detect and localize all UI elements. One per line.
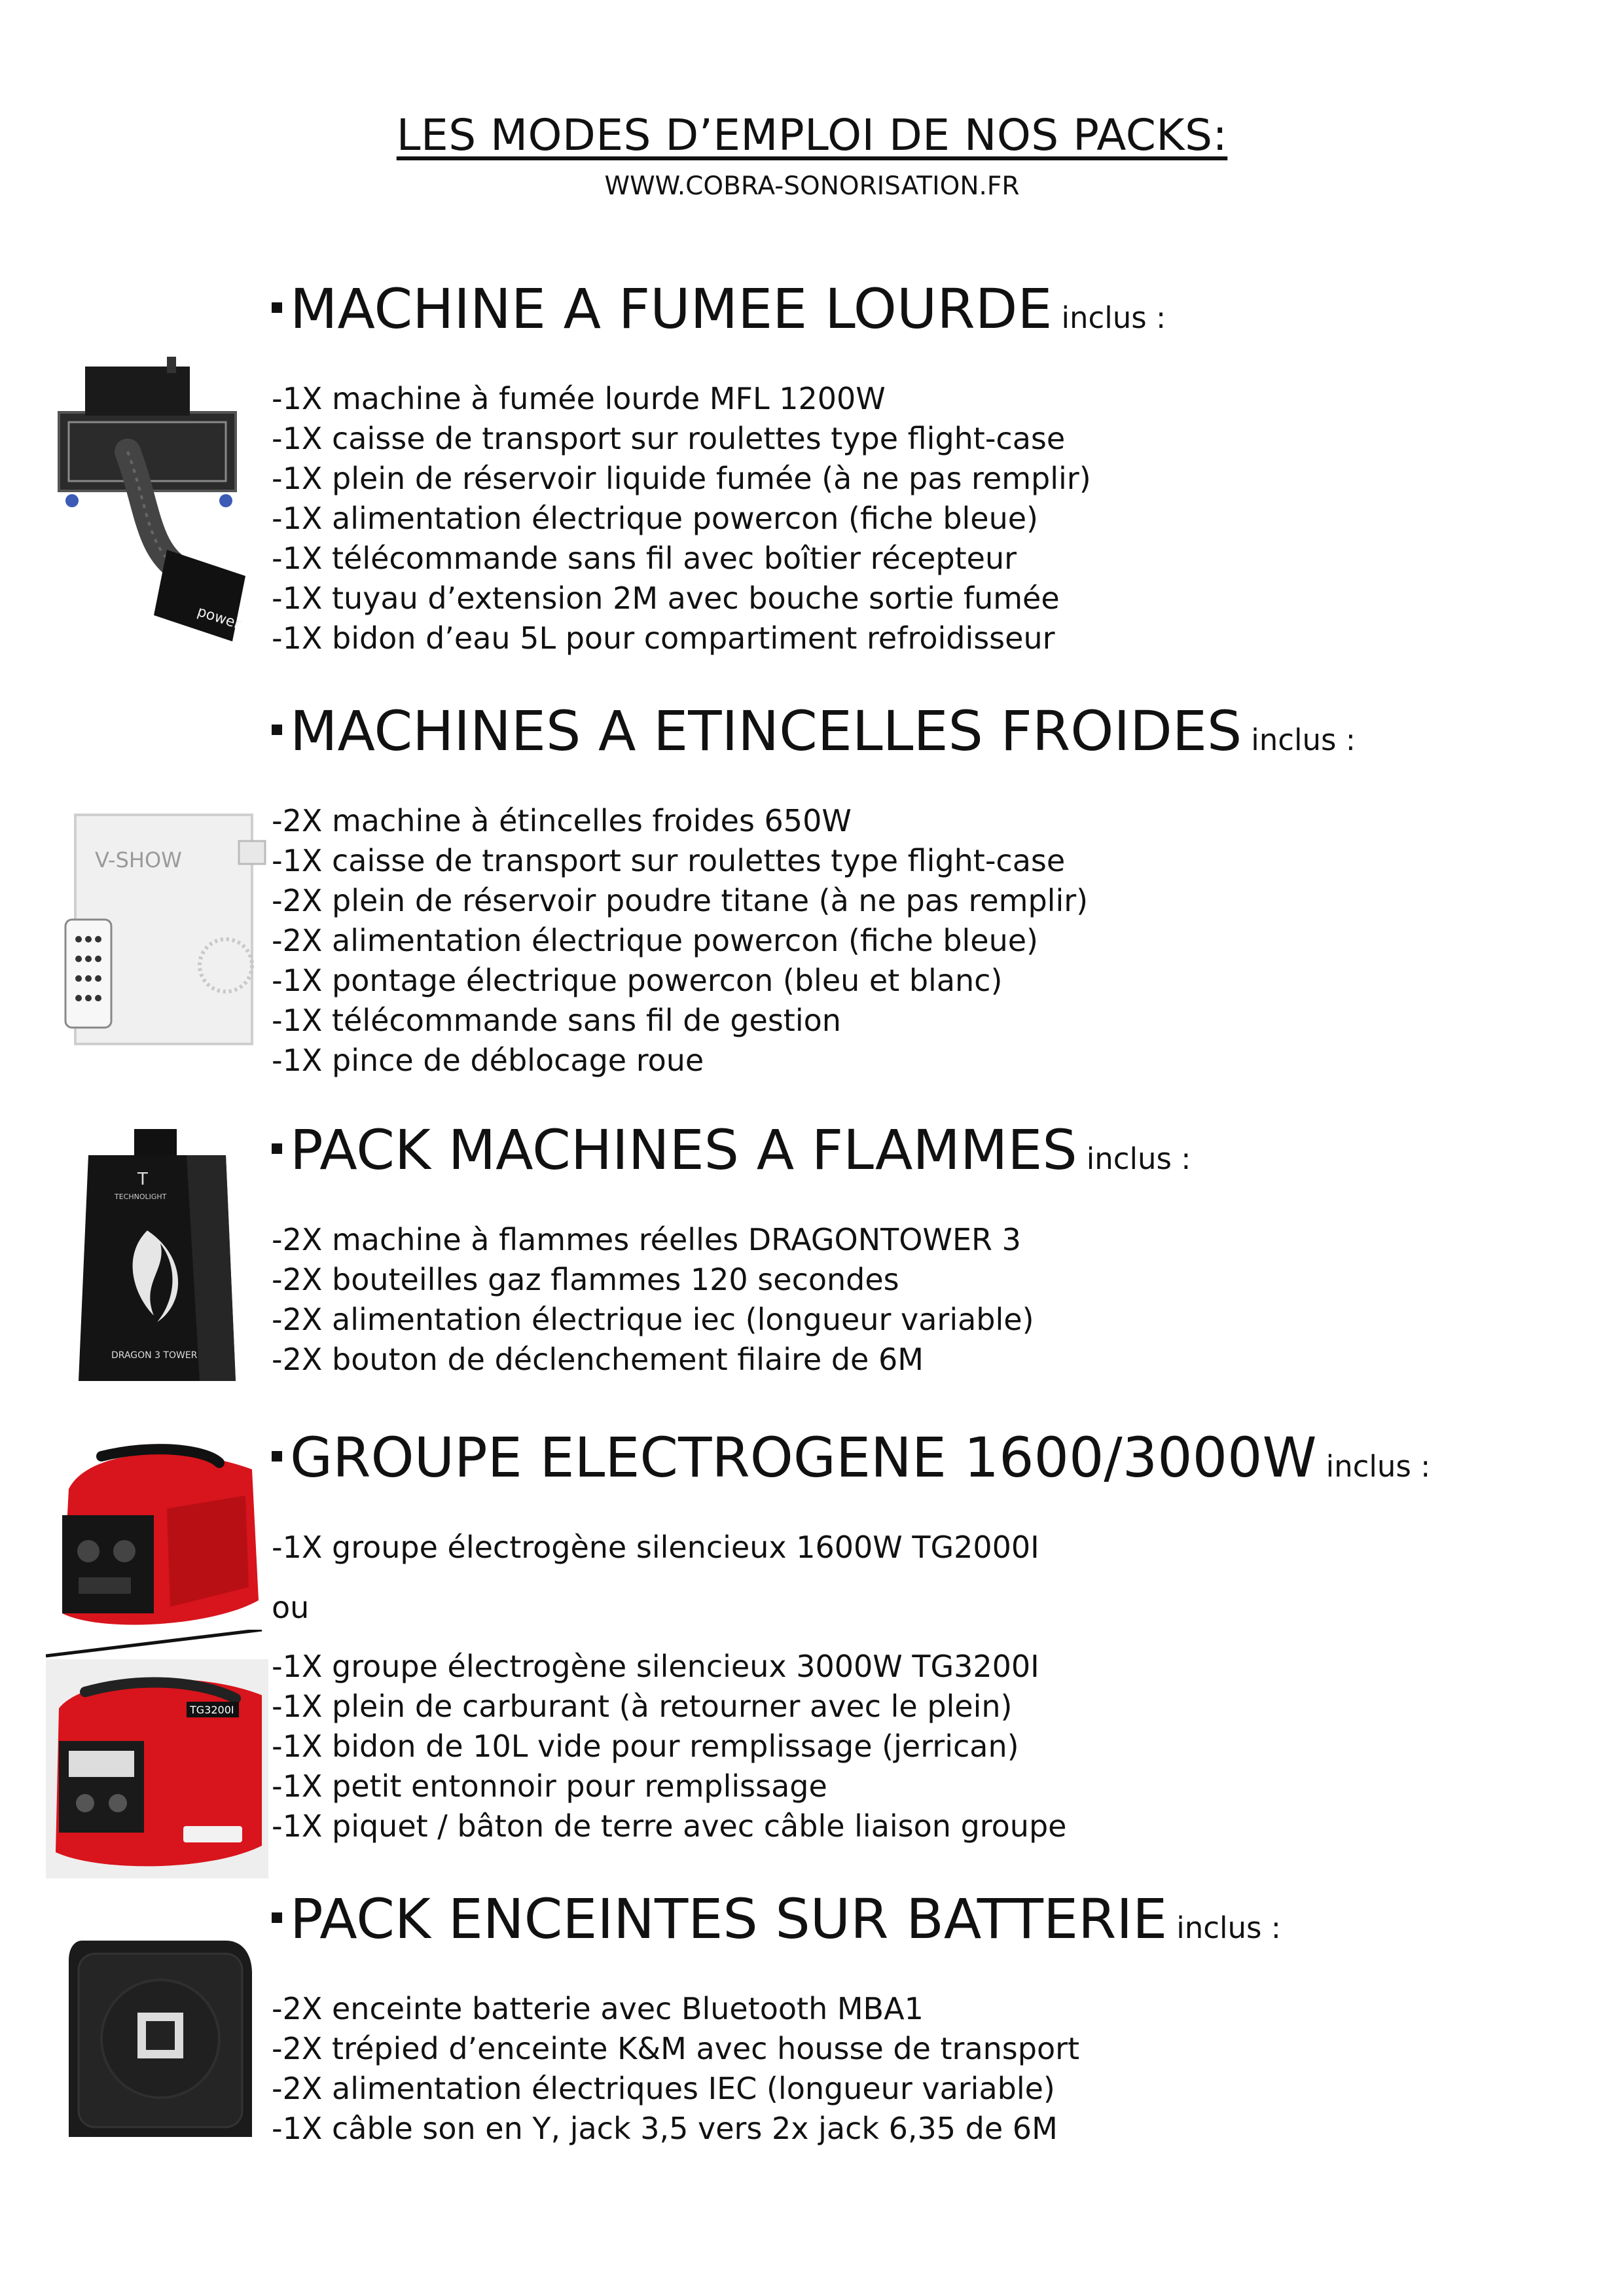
bullet-icon — [272, 1912, 282, 1923]
list-item: -1X câble son en Y, jack 3,5 vers 2x jack 6,35 de 6M — [272, 2111, 1058, 2146]
section-suffix: inclus : — [1061, 300, 1166, 335]
section-title: GROUPE ELECTROGENE 1600/3000W — [290, 1426, 1317, 1490]
list-item: -2X alimentation électrique iec (longueur variable) — [272, 1302, 1034, 1337]
list-item: -2X alimentation électrique powercon (fiche bleue) — [272, 923, 1039, 958]
list-item: -2X alimentation électriques IEC (longueur variable) — [272, 2071, 1055, 2106]
list-item: -1X alimentation électrique powercon (fiche bleue) — [272, 501, 1039, 536]
smoke-machine-image — [49, 353, 259, 648]
list-item: -2X bouteilles gaz flammes 120 secondes — [272, 1262, 899, 1297]
list-item: -1X caisse de transport sur roulettes type flight-case — [272, 843, 1066, 878]
list-item: -2X trépied d’enceinte K&M avec housse de transport — [272, 2031, 1080, 2066]
list-item: -1X groupe électrogène silencieux 1600W TG2000I — [272, 1530, 1039, 1565]
section-title: PACK ENCEINTES SUR BATTERIE — [290, 1887, 1168, 1951]
section-suffix: inclus : — [1176, 1910, 1281, 1945]
item-list — [272, 1989, 1079, 2149]
list-item: -1X plein de carburant (à retourner avec le plein) — [272, 1689, 1013, 1724]
battery-speaker-image — [62, 1928, 259, 2153]
section-heading — [272, 699, 1356, 763]
item-list — [272, 1528, 1039, 1568]
list-item: -2X machine à étincelles froides 650W — [272, 803, 852, 838]
list-item: -1X télécommande sans fil de gestion — [272, 1003, 841, 1038]
flame-machine-label: DRAGON 3 TOWER — [111, 1350, 198, 1361]
list-item: -1X petit entonnoir pour remplissage — [272, 1768, 827, 1804]
list-item: -1X machine à fumée lourde MFL 1200W — [272, 381, 886, 416]
list-item: -1X piquet / bâton de terre avec câble liaison groupe — [272, 1808, 1067, 1844]
section-title: MACHINE A FUMEE LOURDE — [290, 277, 1053, 341]
page-title: LES MODES D’EMPLOI DE NOS PACKS: — [396, 110, 1228, 160]
item-list — [272, 1220, 1034, 1380]
bullet-icon — [272, 725, 282, 735]
list-item: -2X machine à flammes réelles DRAGONTOWER 3 — [272, 1222, 1021, 1257]
list-item: -2X plein de réservoir poudre titane (à ne pas remplir) — [272, 883, 1089, 918]
section-heading — [272, 1118, 1191, 1182]
generator-3000w-image — [46, 1630, 268, 1878]
list-item: -1X plein de réservoir liquide fumée (à ne pas remplir) — [272, 461, 1091, 496]
list-item: -1X pontage électrique powercon (bleu et blanc) — [272, 963, 1003, 998]
list-item: -1X tuyau d’extension 2M avec bouche sortie fumée — [272, 581, 1060, 616]
section-heading — [272, 1887, 1281, 1951]
list-item: -2X bouton de déclenchement filaire de 6M — [272, 1342, 924, 1377]
section-title: MACHINES A ETINCELLES FROIDES — [290, 699, 1242, 763]
list-item: -1X pince de déblocage roue — [272, 1043, 704, 1078]
list-item: -1X télécommande sans fil avec boîtier récepteur — [272, 541, 1017, 576]
section-heading — [272, 1426, 1431, 1490]
list-item: -1X bidon de 10L vide pour remplissage (jerrican) — [272, 1729, 1019, 1764]
bullet-icon — [272, 1451, 282, 1462]
smoke-machine-label: power — [195, 603, 243, 633]
list-item: -1X groupe électrogène silencieux 3000W TG3200I — [272, 1649, 1039, 1684]
bullet-icon — [272, 302, 282, 313]
svg-text:T: T — [137, 1170, 148, 1189]
section-title: PACK MACHINES A FLAMMES — [290, 1118, 1077, 1182]
spark-machine-label: V-SHOW — [95, 848, 182, 872]
spark-machine-image — [62, 802, 272, 1050]
section-heading — [272, 277, 1166, 341]
item-list — [272, 1647, 1066, 1846]
section-suffix: inclus : — [1326, 1449, 1431, 1484]
item-list — [272, 801, 1088, 1081]
website-url: WWW.COBRA-SONORISATION.FR — [604, 171, 1020, 201]
generator-label: TG3200I — [190, 1704, 234, 1716]
flame-machine-brand: TECHNOLIGHT — [115, 1193, 167, 1201]
item-list — [272, 379, 1091, 658]
section-suffix: inclus : — [1251, 723, 1356, 757]
list-item: -2X enceinte batterie avec Bluetooth MBA1 — [272, 1991, 924, 2026]
section-suffix: inclus : — [1086, 1141, 1191, 1176]
list-item: -1X caisse de transport sur roulettes type flight-case — [272, 421, 1066, 456]
flame-machine-image — [75, 1126, 239, 1388]
bullet-icon — [272, 1143, 282, 1154]
list-item: -1X bidon d’eau 5L pour compartiment refroidisseur — [272, 620, 1055, 656]
or-separator: ou — [272, 1590, 310, 1625]
generator-1600w-image — [49, 1437, 265, 1643]
